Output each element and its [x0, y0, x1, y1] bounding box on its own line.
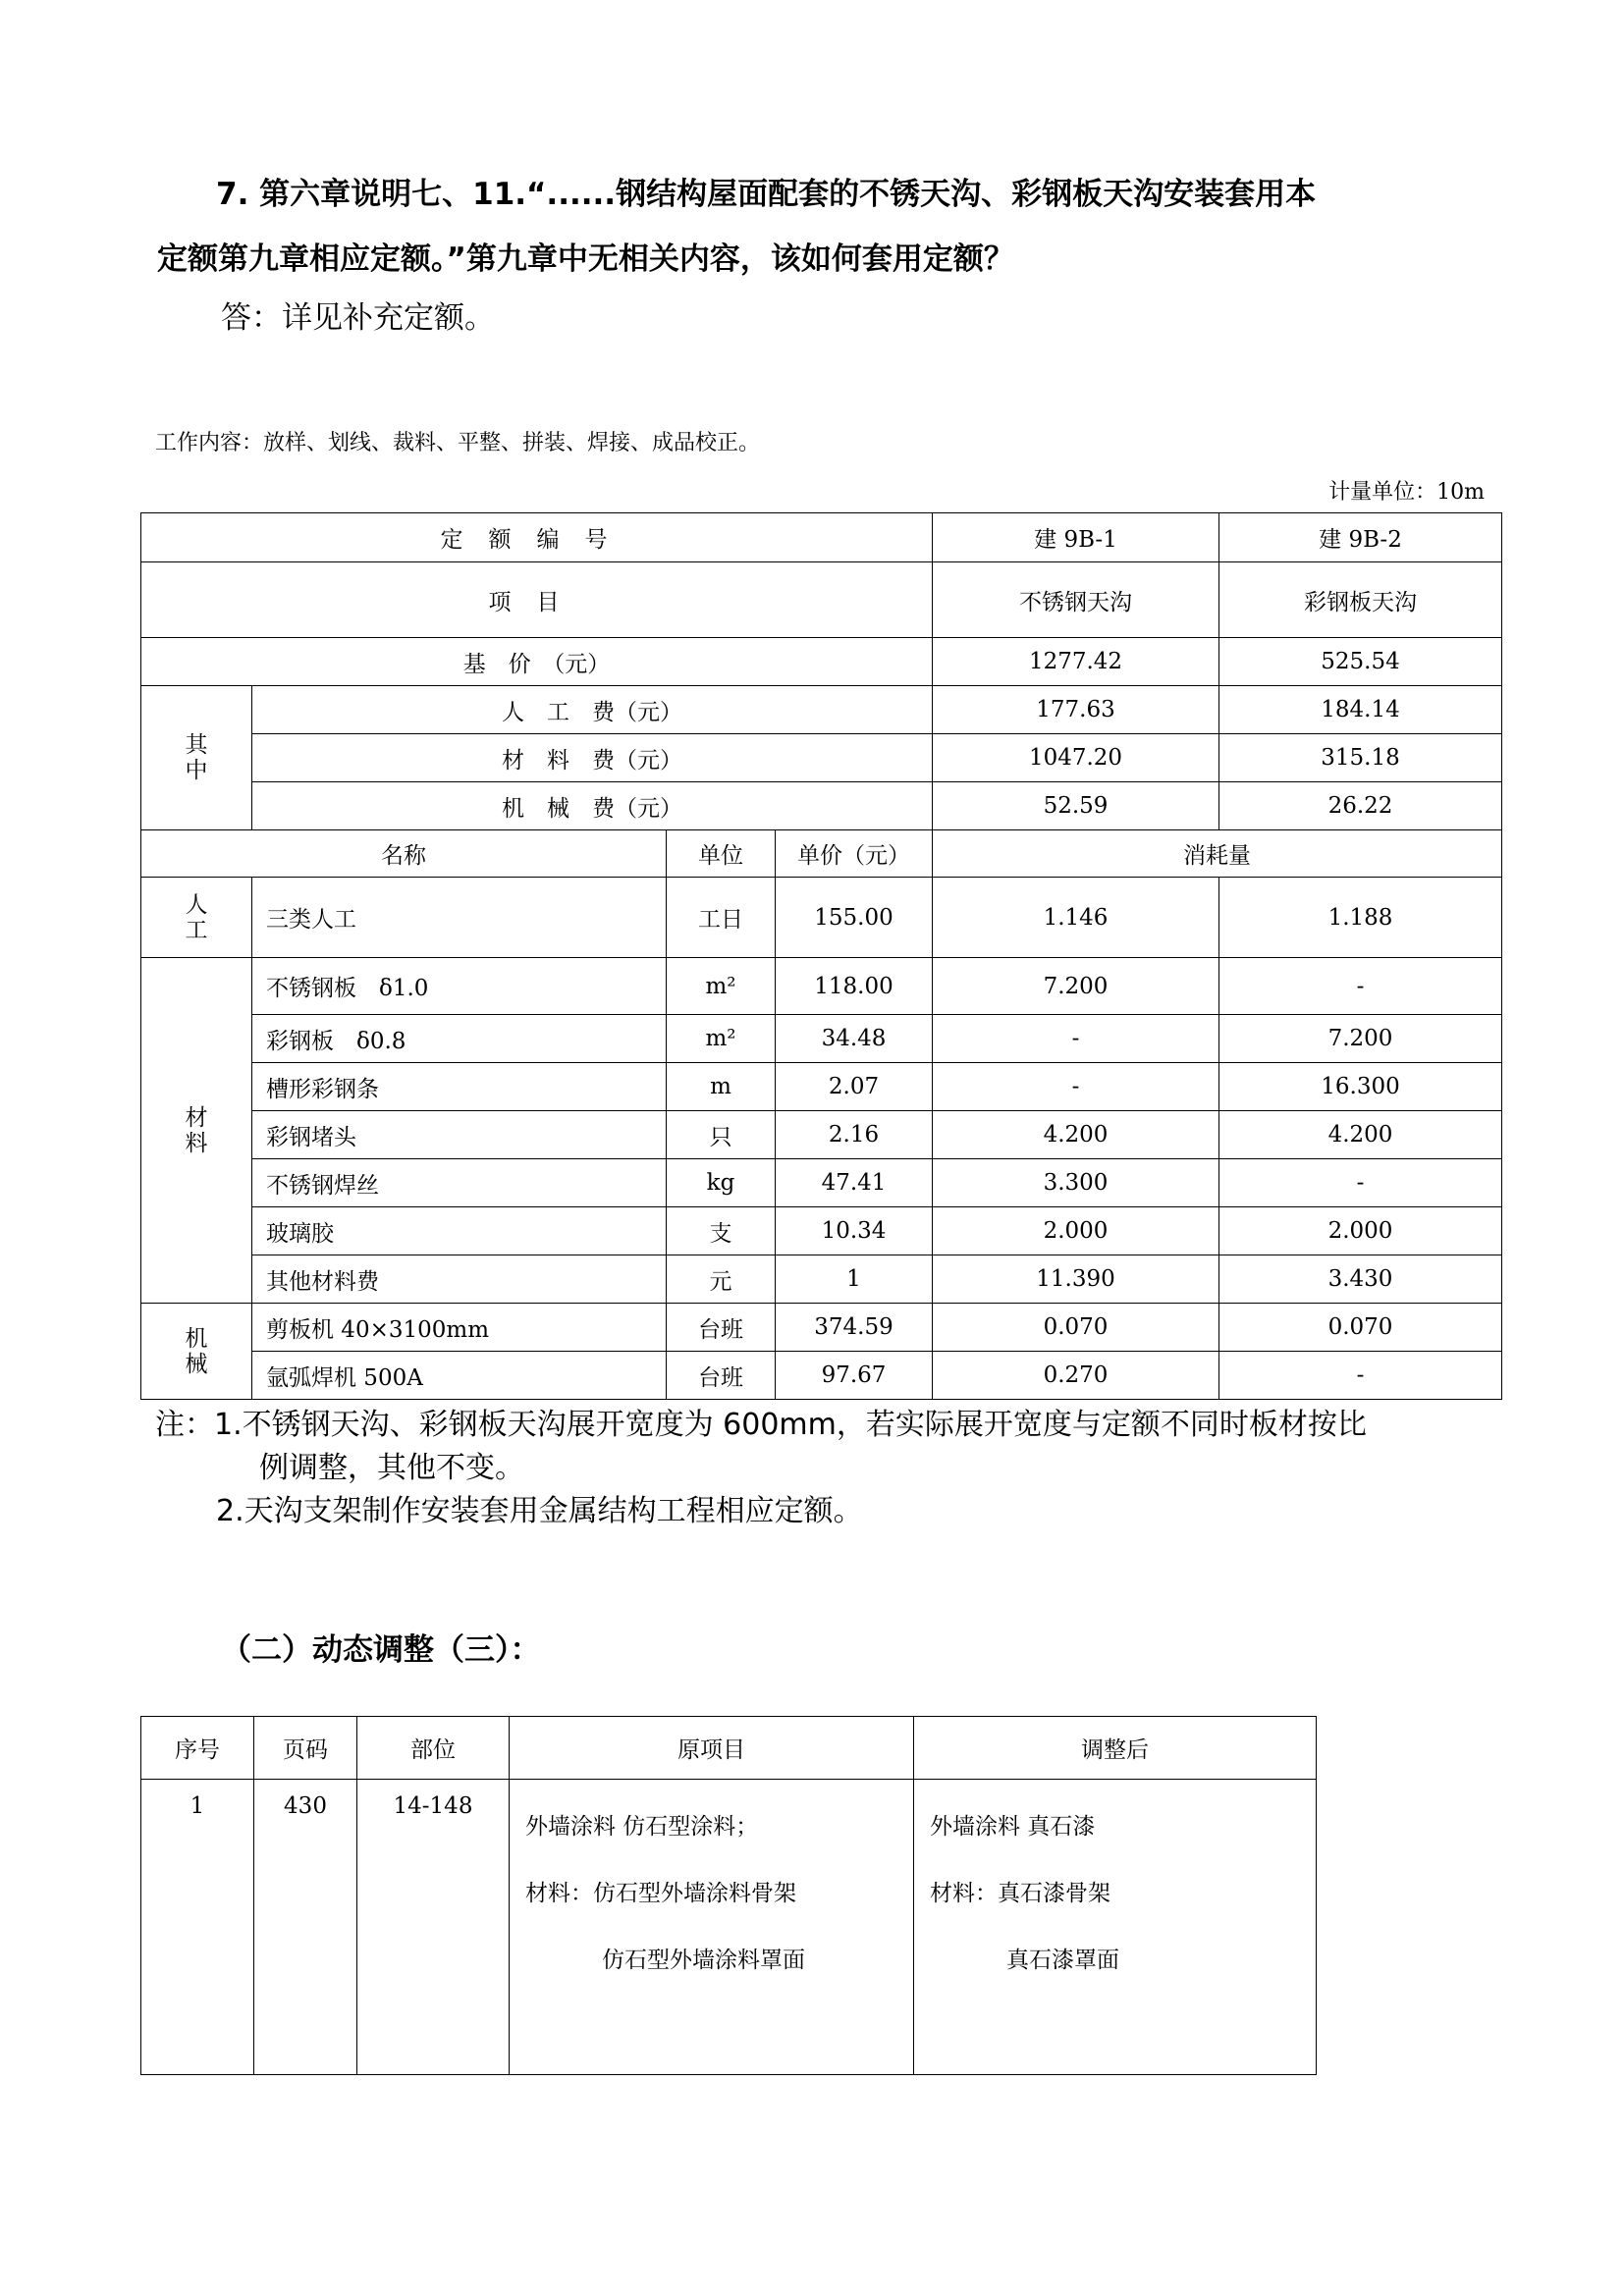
material-v2: 7.200 [1219, 1015, 1502, 1063]
adjust-part: 14-148 [357, 1780, 510, 2075]
material-unit: m² [667, 958, 776, 1015]
adjust-header-orig: 原项目 [510, 1717, 914, 1780]
adjust-table [140, 1716, 1317, 2075]
material-price: 34.48 [776, 1015, 933, 1063]
machine-fee-label: 机 械 费（元） [252, 782, 933, 830]
base-price-2: 525.54 [1219, 638, 1502, 686]
base-price-1: 1277.42 [933, 638, 1219, 686]
category-machine: 机械 [141, 1304, 252, 1400]
material-price: 10.34 [776, 1207, 933, 1255]
machine-v2: 0.070 [1219, 1304, 1502, 1352]
note-1-cont: 例调整，其他不变。 [259, 1451, 524, 1485]
orig-line-2: 材料：仿石型外墙涂料骨架 [525, 1881, 796, 1906]
adjust-seq: 1 [141, 1780, 254, 2075]
quota-table [140, 512, 1502, 1400]
material-v2: - [1219, 1159, 1502, 1207]
new-line-3: 真石漆罩面 [1006, 1948, 1119, 1973]
adjust-header-page: 页码 [254, 1717, 357, 1780]
quota-item-label: 项目 [141, 562, 933, 638]
material-unit: m² [667, 1015, 776, 1063]
material-unit: 支 [667, 1207, 776, 1255]
question-line-2: 定额第九章相应定额。”第九章中无相关内容，该如何套用定额？ [157, 241, 1014, 277]
labor-price: 155.00 [776, 878, 933, 958]
adjust-header-new: 调整后 [914, 1717, 1317, 1780]
section-title: （二）动态调整（三）： [221, 1632, 541, 1668]
labor-fee-label: 人 工 费（元） [252, 686, 933, 734]
material-fee-label: 材 料 费（元） [252, 734, 933, 782]
material-unit: m [667, 1063, 776, 1111]
note-1: 注：1.不锈钢天沟、彩钢板天沟展开宽度为 600mm，若实际展开宽度与定额不同时板材按比 [155, 1408, 1367, 1442]
quota-code-2: 建 9B-2 [1219, 513, 1502, 562]
material-v2: 16.300 [1219, 1063, 1502, 1111]
labor-fee-1: 177.63 [933, 686, 1219, 734]
header-consumption: 消耗量 [933, 830, 1502, 878]
labor-fee-2: 184.14 [1219, 686, 1502, 734]
material-name: 槽形彩钢条 [252, 1063, 667, 1111]
question-line-1: 7. 第六章说明七、11.“......钢结构屋面配套的不锈天沟、彩钢板天沟安装套用本 [216, 177, 1317, 212]
machine-name: 氩弧焊机 500A [252, 1352, 667, 1400]
labor-v2: 1.188 [1219, 878, 1502, 958]
orig-line-1: 外墙涂料 仿石型涂料； [525, 1814, 759, 1840]
machine-unit: 台班 [667, 1304, 776, 1352]
material-v1: 11.390 [933, 1255, 1219, 1304]
material-name: 彩钢板 δ0.8 [252, 1015, 667, 1063]
group-label: 其中 [141, 686, 252, 830]
material-v1: - [933, 1015, 1219, 1063]
material-v2: 4.200 [1219, 1111, 1502, 1159]
material-v1: - [933, 1063, 1219, 1111]
machine-unit: 台班 [667, 1352, 776, 1400]
note-2: 2.天沟支架制作安装套用金属结构工程相应定额。 [216, 1494, 863, 1528]
material-v2: - [1219, 958, 1502, 1015]
answer: 答：详见补充定额。 [221, 300, 495, 336]
labor-unit: 工日 [667, 878, 776, 958]
material-v2: 3.430 [1219, 1255, 1502, 1304]
material-v1: 3.300 [933, 1159, 1219, 1207]
quota-code-label: 定额编号 [141, 513, 933, 562]
material-price: 2.07 [776, 1063, 933, 1111]
machine-v1: 0.270 [933, 1352, 1219, 1400]
adjust-new [914, 1780, 1317, 2075]
machine-v1: 0.070 [933, 1304, 1219, 1352]
machine-fee-1: 52.59 [933, 782, 1219, 830]
adjust-original [510, 1780, 914, 2075]
material-unit: 元 [667, 1255, 776, 1304]
material-price: 1 [776, 1255, 933, 1304]
machine-price: 374.59 [776, 1304, 933, 1352]
new-line-2: 材料：真石漆骨架 [930, 1881, 1110, 1906]
adjust-header-seq: 序号 [141, 1717, 254, 1780]
machine-name: 剪板机 40×3100mm [252, 1304, 667, 1352]
material-name: 其他材料费 [252, 1255, 667, 1304]
header-price: 单价（元） [776, 830, 933, 878]
material-v1: 7.200 [933, 958, 1219, 1015]
category-material: 材料 [141, 958, 252, 1304]
material-unit: 只 [667, 1111, 776, 1159]
material-unit: kg [667, 1159, 776, 1207]
adjust-page: 430 [254, 1780, 357, 2075]
material-price: 47.41 [776, 1159, 933, 1207]
material-name: 彩钢堵头 [252, 1111, 667, 1159]
header-name: 名称 [141, 830, 667, 878]
quota-item-2: 彩钢板天沟 [1219, 562, 1502, 638]
adjust-header-part: 部位 [357, 1717, 510, 1780]
material-fee-1: 1047.20 [933, 734, 1219, 782]
material-name: 不锈钢板 δ1.0 [252, 958, 667, 1015]
labor-name: 三类人工 [252, 878, 667, 958]
measure-unit: 计量单位：10m [1328, 480, 1485, 505]
machine-price: 97.67 [776, 1352, 933, 1400]
material-v2: 2.000 [1219, 1207, 1502, 1255]
quota-code-1: 建 9B-1 [933, 513, 1219, 562]
quota-item-1: 不锈钢天沟 [933, 562, 1219, 638]
new-line-1: 外墙涂料 真石漆 [930, 1814, 1096, 1840]
material-price: 118.00 [776, 958, 933, 1015]
material-name: 玻璃胶 [252, 1207, 667, 1255]
orig-line-3: 仿石型外墙涂料罩面 [602, 1948, 805, 1973]
material-price: 2.16 [776, 1111, 933, 1159]
labor-v1: 1.146 [933, 878, 1219, 958]
material-fee-2: 315.18 [1219, 734, 1502, 782]
material-v1: 2.000 [933, 1207, 1219, 1255]
work-content: 工作内容：放样、划线、裁料、平整、拼装、焊接、成品校正。 [155, 431, 761, 455]
notes [155, 1404, 1367, 1533]
base-price-label: 基 价 （元） [141, 638, 933, 686]
question [157, 162, 1492, 292]
material-name: 不锈钢焊丝 [252, 1159, 667, 1207]
material-v1: 4.200 [933, 1111, 1219, 1159]
machine-fee-2: 26.22 [1219, 782, 1502, 830]
machine-v2: - [1219, 1352, 1502, 1400]
header-unit: 单位 [667, 830, 776, 878]
category-labor: 人工 [141, 878, 252, 958]
